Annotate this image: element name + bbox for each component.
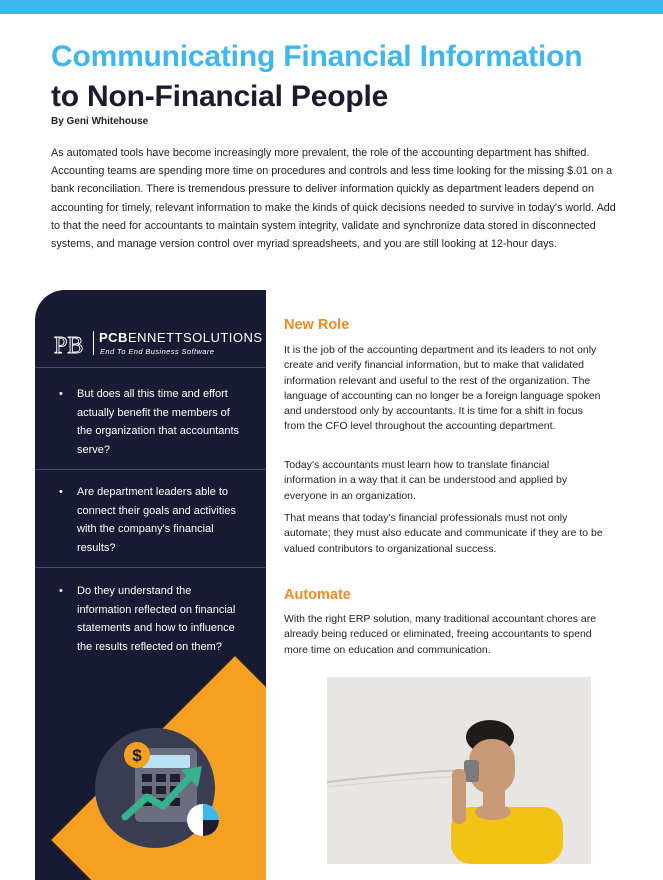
pb-monogram-icon — [53, 330, 86, 358]
bullet-dot: • — [59, 486, 63, 498]
company-logo — [53, 330, 263, 360]
logo-tagline: End To End Business Software — [100, 347, 215, 356]
finance-calculator-illustration — [85, 710, 225, 850]
bullet-text: But does all this time and effort actually benefit the members of the organization that accountants serve? — [77, 388, 240, 456]
automate-paragraph: With the right ERP solution, many traditional accountant chores are already being reduced or eliminated, freeing accountants to spend more time on education and communication. — [284, 613, 597, 656]
author-byline: By Geni Whitehouse — [51, 116, 149, 127]
bullet-dot: • — [59, 585, 63, 597]
sidebar-divider — [35, 367, 266, 368]
new-role-paragraph-3: That means that today's financial professionals must not only automate; they must also educate and communicate if they are to be valued contributors to organizational success. — [284, 512, 603, 555]
bullet-text: Do they understand the information reflected on financial statements and how to influence the results reflected on them? — [77, 585, 236, 653]
new-role-paragraph-1: It is the job of the accounting department and its leaders to not only create and verify financial information, but to make that validated information relevant and useful to the rest of the organization. The language of accounting can no longer be a foreign language spoken and understood only by accountants. It is time for a shift in focus from the CFO level throughout the accounting department. — [284, 344, 601, 433]
new-role-paragraph-2: Today's accountants must learn how to translate financial information in a way that it can be understood and applied by everyone in an organization. — [284, 459, 568, 502]
sidebar-separator — [35, 469, 266, 470]
dollar-icon: $ — [132, 746, 142, 765]
page-title-line1: Communicating Financial Information — [51, 40, 583, 73]
person-with-tin-can-phone-photo — [327, 677, 591, 864]
svg-text:PB: PB — [54, 333, 84, 358]
intro-paragraph: As automated tools have become increasingly more prevalent, the role of the accounting department has shifted. Accounting teams are spending more time on procedures and controls and less time looking for the missing $.01 on a bank reconciliation. There is tremendous pressure to deliver information quickly as department leaders depend on accounting for timely, relevant information to make the kinds of quick decisions needed to survive in today's world. Add to that the need for accountants to maintain system integrity, validate and synchronize data stored in disconnected systems, and manage version control over myriad spreadsheets, and you are still looking at 12-hour days. — [51, 147, 616, 251]
section-heading-automate: Automate — [284, 587, 351, 603]
sidebar-panel — [35, 290, 266, 880]
page-title-line2: to Non-Financial People — [51, 80, 389, 113]
bullet-text: Are department leaders able to connect their goals and activities with the company's financial results? — [77, 486, 236, 554]
sidebar-separator — [35, 567, 266, 568]
logo-divider — [93, 331, 94, 355]
bullet-dot: • — [59, 388, 63, 400]
top-accent-bar — [0, 0, 663, 14]
logo-wordmark: PCBENNETTSOLUTIONS — [99, 330, 263, 345]
section-heading-new-role: New Role — [284, 317, 350, 333]
